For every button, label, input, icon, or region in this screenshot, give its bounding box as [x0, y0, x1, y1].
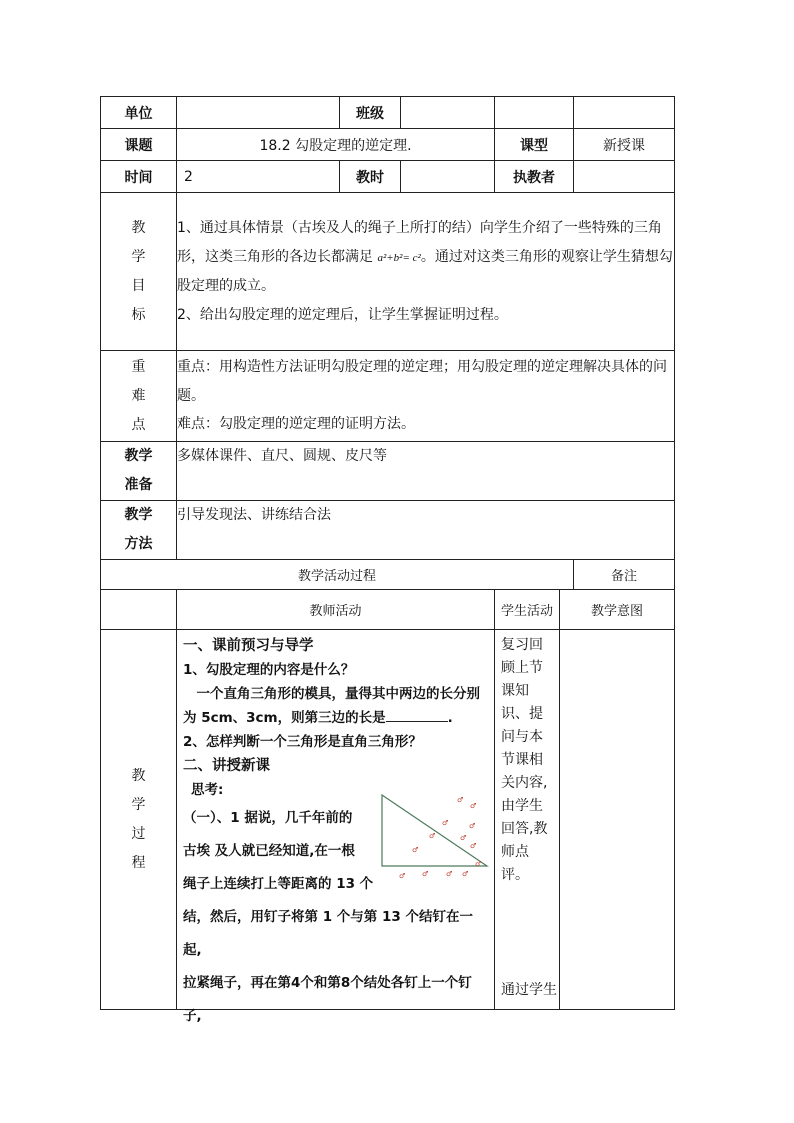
period-label: 教时 — [340, 161, 401, 193]
process-label-char: 程 — [131, 854, 146, 871]
difficult-point: 难点：勾股定理的逆定理的证明方法。 — [177, 416, 415, 433]
think-label: 思考: — [191, 782, 224, 798]
method-label-line: 方法 — [124, 536, 153, 552]
svg-text:♂: ♂ — [475, 860, 482, 868]
objectives-content — [177, 193, 675, 351]
question-2: 2、怎样判断一个三角形是直角三角形？ — [183, 734, 422, 750]
story-line-1: （一）、1 据说，几千年前的 — [183, 810, 353, 826]
topic-value: 18.2 勾股定理的逆定理. — [177, 129, 495, 161]
method-label-line: 教学 — [124, 507, 153, 523]
svg-text:♂: ♂ — [470, 802, 477, 810]
preparation-content: 多媒体课件、直尺、圆规、皮尺等 — [177, 442, 675, 501]
question-1: 1、勾股定理的内容是什么？ — [183, 662, 355, 678]
svg-text:♂: ♂ — [422, 870, 429, 878]
section-heading-2: 二、讲授新课 — [183, 758, 270, 774]
process-label-char: 过 — [131, 825, 146, 842]
objective-1-end: 。通过对这类三角形的观察让学生猜想勾股定理的成立。 — [177, 248, 673, 294]
svg-text:♂: ♂ — [446, 870, 453, 878]
svg-text:♂: ♂ — [412, 846, 419, 854]
objectives-label-char: 标 — [131, 306, 146, 323]
unit-label: 单位 — [101, 97, 177, 129]
keypoints-label — [101, 351, 177, 442]
blank-cell — [101, 590, 177, 630]
svg-text:♂: ♂ — [429, 832, 436, 840]
teacher-activity — [177, 630, 495, 1024]
blank-cell — [495, 97, 574, 129]
keypoints-label-char: 难 — [131, 387, 146, 404]
svg-text:♂: ♂ — [442, 819, 449, 827]
student-activity — [495, 630, 560, 1010]
process-label — [101, 630, 177, 1010]
key-point: 重点：用构造性方法证明勾股定理的逆定理；用勾股定理的逆定理解决具体的问题。 — [177, 359, 667, 404]
notes-title: 备注 — [574, 560, 675, 590]
svg-text:♂: ♂ — [460, 834, 467, 842]
objective-1 — [177, 214, 674, 301]
preparation-label — [101, 442, 177, 501]
answer-blank — [386, 709, 448, 722]
objectives-label-char: 教 — [131, 219, 146, 236]
svg-text:♂: ♂ — [399, 872, 406, 880]
process-title: 教学活动过程 — [101, 560, 574, 590]
teacher-col-header: 教师活动 — [177, 590, 495, 630]
time-value: 2 — [177, 161, 340, 193]
teacher-label: 执教者 — [495, 161, 574, 193]
objective-2: 2、给出勾股定理的逆定理后，让学生掌握证明过程。 — [177, 306, 508, 323]
unit-value — [177, 97, 340, 129]
svg-text:♂: ♂ — [469, 822, 476, 830]
objective-1-text: 1、通过具体情景（古埃及人的绳子上所打的结）向学生介绍了一些特殊的三角形，这类三角形的各边长都满足 — [177, 220, 662, 265]
blank-cell — [574, 97, 675, 129]
topic-label: 课题 — [101, 129, 177, 161]
method-content: 引导发现法、讲练结合法 — [177, 501, 675, 560]
objectives-label-char: 目 — [131, 277, 146, 294]
svg-text:♂: ♂ — [462, 870, 469, 878]
keypoints-label-char: 点 — [131, 416, 146, 433]
keypoints-content — [177, 351, 675, 442]
lesson-plan-table — [100, 96, 675, 1024]
process-label-char: 学 — [131, 796, 146, 813]
section-heading-1: 一、课前预习与导学 — [183, 638, 314, 654]
student-activity-continued: 通过学生 — [501, 982, 557, 998]
svg-text:♂: ♂ — [470, 842, 477, 850]
intent-col-header: 教学意图 — [560, 590, 675, 630]
question-1-detail-text: 一个直角三角形的模具，量得其中两边的长分别为 5cm、3cm，则第三边的长是 — [183, 686, 480, 726]
preparation-label-line: 教学 — [124, 448, 153, 464]
type-value: 新授课 — [574, 129, 675, 161]
class-label: 班级 — [340, 97, 401, 129]
story-line-5: 拉紧绳子，再在第4个和第8个结处各钉上一个钉子, — [183, 975, 472, 1024]
objectives-label — [101, 193, 177, 351]
student-col-header: 学生活动 — [495, 590, 560, 630]
objectives-label-char: 学 — [131, 248, 146, 265]
type-label: 课型 — [495, 129, 574, 161]
process-label-char: 教 — [131, 767, 146, 784]
story-line-3: 绳子上连续打上等距离的 13 个 — [183, 876, 374, 892]
student-activity-text: 复习回顾上节课知识、提问与本节课相关内容,由学生回答,教师点评。 — [501, 637, 548, 883]
teacher-value — [574, 161, 675, 193]
method-label — [101, 501, 177, 560]
class-value — [401, 97, 495, 129]
period-value — [401, 161, 495, 193]
time-label: 时间 — [101, 161, 177, 193]
story-line-2: 古埃 及人就已经知道,在一根 — [183, 843, 355, 859]
knotted-rope-triangle-figure — [372, 790, 497, 880]
question-1-end: . — [447, 710, 453, 726]
pythagorean-formula: a²+b²= c² — [377, 251, 421, 264]
keypoints-label-char: 重 — [131, 358, 146, 375]
svg-text:♂: ♂ — [457, 796, 464, 804]
preparation-label-line: 准备 — [124, 477, 153, 493]
intent-cell — [560, 630, 675, 1010]
question-1-detail — [183, 682, 488, 730]
story-line-4: 结，然后，用钉子将第 1 个与第 13 个结钉在一起, — [183, 909, 473, 958]
